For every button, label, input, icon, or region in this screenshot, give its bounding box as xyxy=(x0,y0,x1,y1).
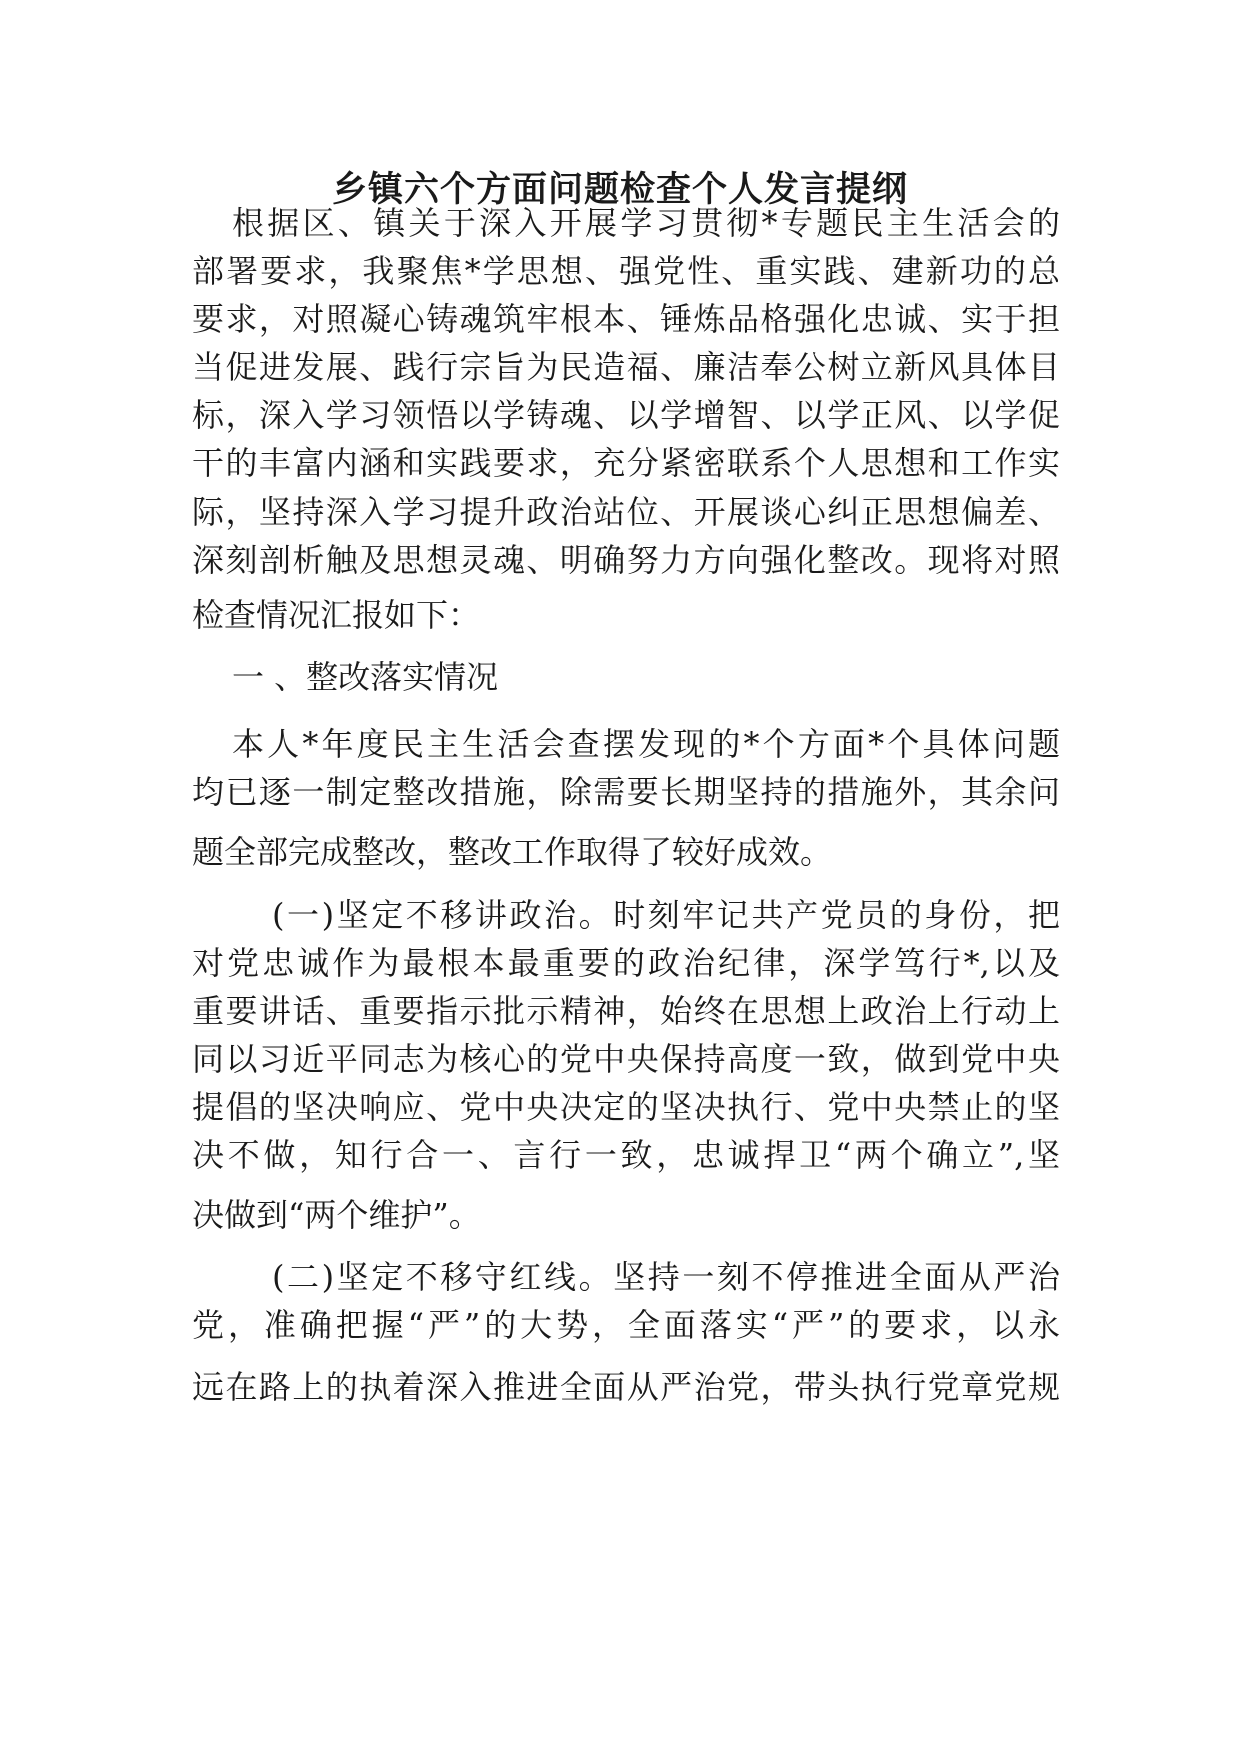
item1-line-6: 决不做，知行合一、言行一致，忠诚捍卫“两个确立”,坚 xyxy=(192,1136,1060,1174)
summary-line-1: 本人*年度民主生活会查摆发现的*个方面*个具体问题 xyxy=(232,725,1060,763)
item1-line-2: 对党忠诚作为最根本最重要的政治纪律，深学笃行*,以及 xyxy=(192,944,1060,982)
item2-line-2: 党，准确把握“严”的大势，全面落实“严”的要求，以永 xyxy=(192,1306,1060,1344)
intro-line-9: 检查情况汇报如下： xyxy=(192,596,481,634)
intro-line-2: 部署要求，我聚焦*学思想、强党性、重实践、建新功的总 xyxy=(192,252,1060,290)
item2-line-3: 远在路上的执着深入推进全面从严治党，带头执行党章党规 xyxy=(192,1368,1060,1406)
item2-line-1: (二)坚定不移守红线。坚持一刻不停推进全面从严治 xyxy=(272,1258,1060,1296)
item1-line-1: (一)坚定不移讲政治。时刻牢记共产党员的身份，把 xyxy=(272,896,1060,934)
intro-line-4: 当促进发展、践行宗旨为民造福、廉洁奉公树立新风具体目 xyxy=(192,348,1060,386)
item1-line-7: 决做到“两个维护”。 xyxy=(192,1196,481,1234)
item1-line-3: 重要讲话、重要指示批示精神，始终在思想上政治上行动上 xyxy=(192,992,1060,1030)
intro-line-7: 际，坚持深入学习提升政治站位、开展谈心纠正思想偏差、 xyxy=(192,493,1060,531)
intro-line-1: 根据区、镇关于深入开展学习贯彻*专题民主生活会的 xyxy=(232,204,1060,242)
summary-line-3: 题全部完成整改，整改工作取得了较好成效。 xyxy=(192,833,833,871)
intro-line-3: 要求，对照凝心铸魂筑牢根本、锤炼品格强化忠诚、实于担 xyxy=(192,300,1060,338)
intro-line-6: 干的丰富内涵和实践要求，充分紧密联系个人思想和工作实 xyxy=(192,444,1060,482)
section-heading: 一 、整改落实情况 xyxy=(232,658,499,696)
item1-line-5: 提倡的坚决响应、党中央决定的坚决执行、党中央禁止的坚 xyxy=(192,1088,1060,1126)
intro-line-8: 深刻剖析触及思想灵魂、明确努力方向强化整改。现将对照 xyxy=(192,541,1060,579)
item1-line-4: 同以习近平同志为核心的党中央保持高度一致，做到党中央 xyxy=(192,1040,1060,1078)
intro-line-5: 标，深入学习领悟以学铸魂、以学增智、以学正风、以学促 xyxy=(192,396,1060,434)
document-title: 乡镇六个方面问题检查个人发言提纲 xyxy=(331,169,908,210)
summary-line-2: 均已逐一制定整改措施，除需要长期坚持的措施外，其余问 xyxy=(192,773,1060,811)
